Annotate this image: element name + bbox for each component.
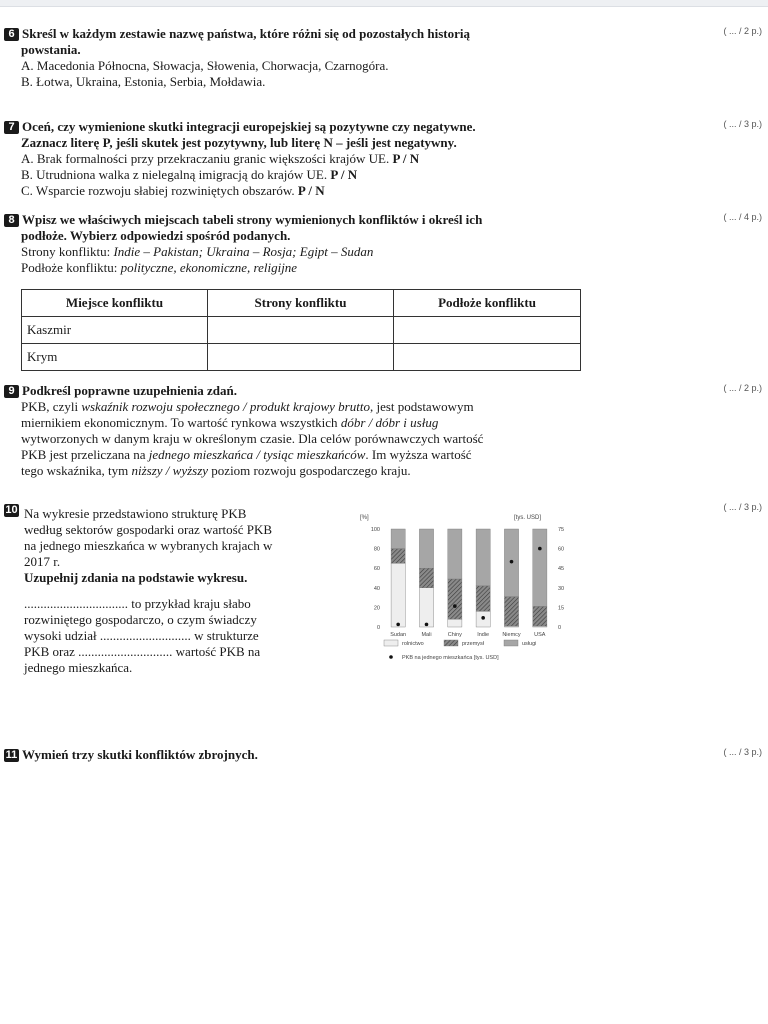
bar-usługi-Chiny (448, 529, 462, 579)
task-10-text: Na wykresie przedstawiono strukturę PKB według sektorów gospodarki oraz wartość PKB na jednego mieszkańca w wybranych krajach w 2017 r. Uzupełnij zdania na podstawie wykresu. ................................ to przykład kraju słabo rozwiniętego gospodarczo, o czym świadczy wysoki udział ............................ w strukturze PKB oraz ............................. wartość PKB na jednego mieszkańca. (24, 506, 329, 676)
bar-przemysł-USA (533, 606, 547, 626)
legend-label: usługi (522, 641, 537, 647)
gdp-point-Sudan (396, 623, 400, 627)
choice-1[interactable]: wskaźnik rozwoju społecznego / produkt krajowy brutto (81, 399, 370, 414)
bar-przemysł-Sudan (391, 549, 405, 564)
y-tick-left: 60 (373, 566, 380, 573)
bar-rolnictwo-Mali (419, 588, 433, 627)
gdp-point-USA (538, 547, 542, 551)
text-line: PKB jest przeliczana na jednego mieszkańca / tysiąc mieszkańców. Im wyższa wartość (21, 447, 472, 462)
points-box: ( ... / 2 p.) (723, 26, 762, 36)
text-line: miernikiem ekonomicznym. To wartość rynkowa wszystkich dóbr / dóbr i usług (21, 415, 439, 430)
gdp-point-Mali (425, 623, 429, 627)
task-7 (4, 119, 764, 199)
item-b: B. Utrudniona walka z nielegalną imigracją do krajów UE. P / N (21, 167, 358, 182)
text-line: PKB, czyli wskaźnik rozwoju społecznego / produkt krajowy brutto, jest podstawowym (21, 399, 474, 414)
task-number: 7 (4, 121, 19, 134)
row-label: Kaszmir (22, 317, 208, 344)
bar-usługi-Sudan (391, 529, 405, 549)
choice-p-n[interactable]: P / N (392, 151, 420, 166)
bar-usługi-Indie (476, 529, 490, 586)
task-6 (4, 26, 764, 90)
legend-swatch (384, 640, 398, 646)
x-tick-label: Indie (477, 632, 490, 638)
task-number: 11 (5, 749, 18, 761)
points-box: ( ... / 4 p.) (723, 212, 762, 222)
points-box: ( ... / 2 p.) (723, 383, 762, 393)
gdp-point-Chiny (453, 604, 457, 608)
y-tick-left: 80 (373, 546, 380, 553)
task-command-cont: podłoże. Wybierz odpowiedzi spośród podanych. (21, 228, 291, 243)
bar-rolnictwo-Chiny (448, 619, 462, 627)
item-a: A. Brak formalności przy przekraczaniu granic większości krajów UE. P / N (21, 151, 420, 166)
task-command-cont: Zaznacz literę P, jeśli skutek jest pozytywny, lub literę N – jeśli jest negatywny. (21, 135, 457, 150)
y-tick-right: 45 (558, 566, 565, 573)
task-8 (4, 212, 764, 371)
points-box: ( ... / 3 p.) (723, 119, 762, 129)
task-number: 6 (4, 28, 19, 41)
task-10 (4, 502, 764, 702)
task-command: Podkreśl poprawne uzupełnienia zdań. (22, 383, 238, 398)
gdp-point-Niemcy (510, 560, 514, 564)
bar-usługi-USA (533, 529, 547, 606)
fill-line[interactable]: PKB oraz ............................. wartość PKB na (24, 644, 261, 659)
x-tick-label: Niemcy (502, 632, 521, 638)
task-number: 10 (5, 504, 18, 516)
header-place: Miejsce konfliktu (22, 290, 208, 317)
task-command: Skreśl w każdym zestawie nazwę państwa, które różni się od pozostałych historią (22, 26, 471, 41)
points-box: ( ... / 3 p.) (723, 502, 762, 512)
bar-usługi-Mali (419, 529, 433, 568)
gdp-chart (354, 507, 584, 682)
bar-przemysł-Chiny (448, 579, 462, 619)
legend-swatch (444, 640, 458, 646)
legend-label: przemysł (462, 641, 485, 647)
gdp-point-Indie (481, 616, 485, 620)
x-tick-label: Chiny (447, 632, 462, 638)
header-basis: Podłoże konfliktu (394, 290, 581, 317)
points-box: ( ... / 3 p.) (723, 747, 762, 757)
legend-label: PKB na jednego mieszkańca [tys. USD] (402, 655, 499, 661)
y-tick-right: 15 (558, 605, 565, 612)
table-row (22, 344, 581, 371)
y-tick-left: 100 (370, 527, 380, 533)
y-axis-unit-left: [%] (360, 515, 369, 521)
legend-point (389, 655, 393, 659)
y-tick-left: 0 (376, 625, 380, 631)
y-tick-right: 30 (558, 585, 565, 592)
legend-swatch (504, 640, 518, 646)
choice-4[interactable]: niższy / wyższy (131, 463, 209, 478)
y-tick-right: 60 (558, 546, 565, 553)
task-command: Oceń, czy wymienione skutki integracji europejskiej są pozytywne czy negatywne. (22, 119, 476, 134)
option-a: A. Macedonia Północna, Słowacja, Słowenia, Chorwacja, Czarnogóra. (21, 58, 389, 73)
task-number: 8 (4, 214, 19, 227)
option-b: B. Łotwa, Ukraina, Estonia, Serbia, Mołdawia. (21, 74, 266, 89)
x-tick-label: USA (534, 632, 546, 638)
bar-przemysł-Indie (476, 586, 490, 611)
y-tick-left: 40 (373, 585, 380, 592)
text-line: tego wskaźnika, tym niższy / wyższy poziom rozwoju gospodarczego kraju. (21, 463, 411, 478)
x-tick-label: Sudan (390, 632, 407, 638)
answer-cell[interactable] (394, 344, 581, 371)
task-command-cont: powstania. (21, 42, 81, 57)
task-command: Wymień trzy skutki konfliktów zbrojnych. (22, 747, 258, 762)
task-number: 9 (4, 385, 19, 398)
fill-line[interactable]: ................................ to przykład kraju słabo (24, 596, 251, 611)
bar-przemysł-Niemcy (504, 597, 518, 626)
task-command: Uzupełnij zdania na podstawie wykresu. (24, 570, 248, 585)
answer-cell[interactable] (208, 344, 394, 371)
task-9 (4, 383, 764, 479)
bar-rolnictwo-Sudan (391, 563, 405, 627)
y-tick-left: 20 (373, 605, 380, 612)
gdp-chart-svg (354, 507, 584, 682)
conflict-table (21, 289, 581, 371)
task-11 (4, 747, 764, 763)
x-tick-label: Mali (421, 632, 432, 638)
header-sides: Strony konfliktu (208, 290, 394, 317)
sides-line: Strony konfliktu: Indie – Pakistan; Ukraina – Rosja; Egipt – Sudan (21, 244, 374, 259)
table-row (22, 317, 581, 344)
basis-line: Podłoże konfliktu: polityczne, ekonomiczne, religijne (21, 260, 298, 275)
fill-line: jednego mieszkańca. (24, 660, 133, 675)
task-command: Wpisz we właściwych miejscach tabeli strony wymienionych konfliktów i określ ich (22, 212, 483, 227)
answer-cell[interactable] (394, 317, 581, 344)
fill-line[interactable]: wysoki udział ............................ w strukturze (24, 628, 259, 643)
choice-p-n[interactable]: P / N (297, 183, 325, 198)
text-line: wytworzonych w danym kraju w określonym czasie. Dla celów porównawczych wartość (21, 431, 484, 446)
bar-przemysł-Mali (419, 568, 433, 588)
answer-cell[interactable] (208, 317, 394, 344)
y-tick-right: 75 (558, 527, 565, 533)
choice-3[interactable]: jednego mieszkańca / tysiąc mieszkańców (148, 447, 366, 462)
y-tick-right: 0 (558, 625, 562, 631)
y-axis-unit-right: [tys. USD] (514, 515, 542, 521)
choice-p-n[interactable]: P / N (330, 167, 358, 182)
row-label: Krym (22, 344, 208, 371)
choice-2[interactable]: dóbr / dóbr i usług (340, 415, 439, 430)
top-bar (0, 0, 768, 7)
fill-line: rozwiniętego gospodarczo, o czym świadczy (24, 612, 257, 627)
item-c: C. Wsparcie rozwoju słabiej rozwiniętych obszarów. P / N (21, 183, 325, 198)
legend-label: rolnictwo (402, 641, 424, 647)
